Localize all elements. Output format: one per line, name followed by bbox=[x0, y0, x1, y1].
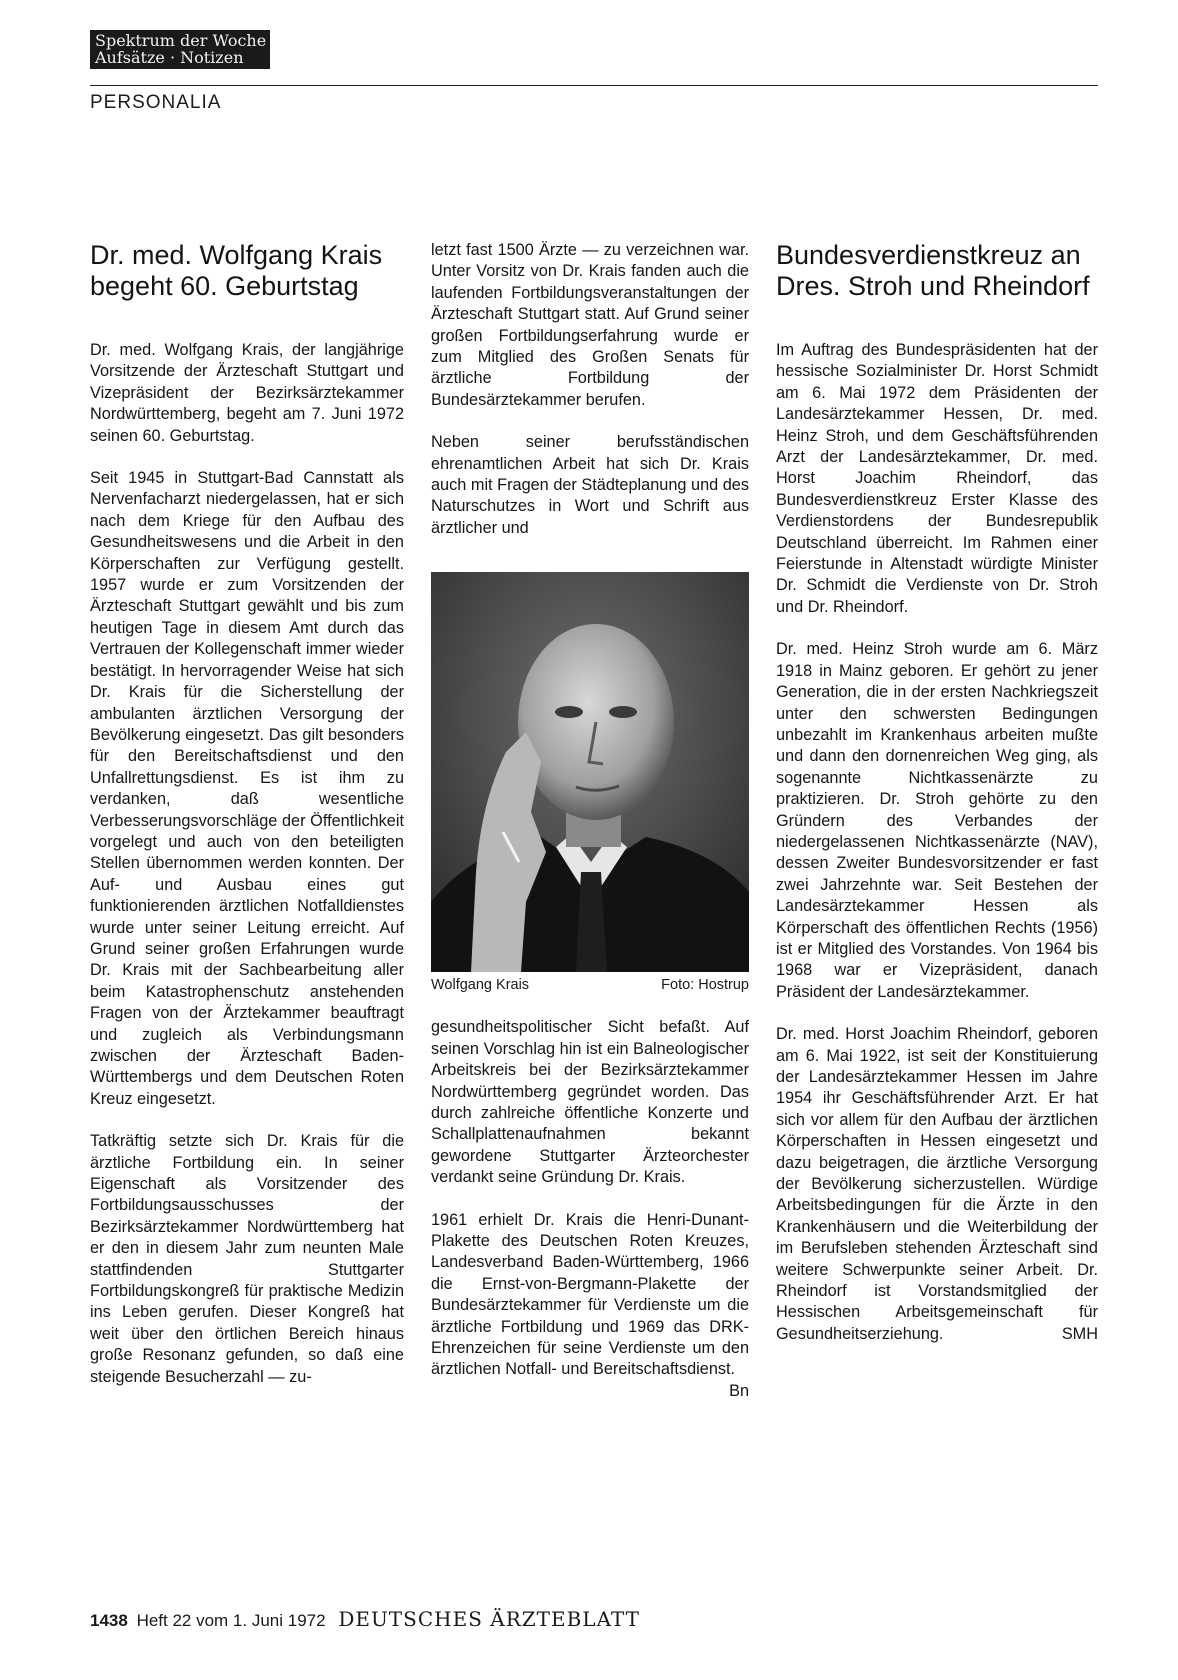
section-label: PERSONALIA bbox=[90, 92, 222, 113]
issue-info: Heft 22 vom 1. Juni 1972 bbox=[136, 1611, 326, 1630]
article-1-paragraph-4-end: gesundheitspolitischer Sicht befaßt. Auf seinen Vorschlag hin ist ein Balneologischer Arbeitskreis bei der Bezirksärztekammer Nordwürttemberg gegründet worden. Das durch zahlreiche öffentliche Konzerte und Schallplattenaufnahmen bekannt gewordene Stuttgarter Ärzteorchester verdankt seine Gründung Dr. Krais. bbox=[431, 1018, 749, 1187]
page-number: 1438 bbox=[90, 1611, 128, 1630]
masthead-line-1: Spektrum der Woche bbox=[95, 31, 267, 50]
portrait-figure bbox=[431, 572, 749, 993]
article-2-title-line-2: Dres. Stroh und Rheindorf bbox=[776, 271, 1090, 301]
photo-caption bbox=[431, 977, 749, 993]
article-1-title-line-1: Dr. med. Wolfgang Krais bbox=[90, 240, 383, 270]
article-2-paragraph-1: Im Auftrag des Bundespräsidenten hat der hessische Sozialminister Dr. Horst Schmidt am 6. Mai 1972 dem Präsidenten der Landesärztekammer Hessen, Dr. med. Heinz Stroh, und dem Geschäftsführenden Arzt der Landesärztekammer, Dr. med. Horst Joachim Rheindorf, das Bundesverdienstkreuz Erster Klasse des Verdienstordens der Bundesrepublik Deutschland überreicht. Im Rahmen einer Feierstunde in Altenstadt würdigte Minister Dr. Schmidt die Verdienste von Dr. Stroh und Dr. Rheindorf. bbox=[776, 341, 1098, 616]
caption-credit: Foto: Hostrup bbox=[661, 977, 749, 994]
article-1-headline bbox=[90, 240, 404, 302]
article-2-signature: SMH bbox=[1061, 1324, 1098, 1343]
article-2-paragraph-2: Dr. med. Heinz Stroh wurde am 6. März 1918 in Mainz geboren. Er gehört zu jener Generation, die in der ersten Nachkriegszeit unter den schwersten Bedingungen unbezahlt im Krankenhaus arbeiten mußte und dann den dornenreichen Weg ging, als sogenannte Nichtkassenärzte zu praktizieren. Dr. Stroh gehörte zu den Gründern des Verbandes der niedergelassenen Nichtkassenärzte (NAV), dessen Zweiter Bundesvorsitzender er fast zwei Jahrzehnte war. Seit Bestehen der Landesärztekammer Hessen als Körperschaft des öffentlichen Rechts (1956) ist er Mitglied des Vorstandes. Von 1964 bis 1968 war er Vizepräsident, danach Präsident der Landesärztekammer. bbox=[776, 640, 1098, 1001]
page-footer bbox=[90, 1607, 640, 1631]
article-1-paragraph-3-end: letzt fast 1500 Ärzte — zu verzeichnen war. Unter Vorsitz von Dr. Krais fanden auch die laufenden Fortbildungsveranstaltungen der Ärzteschaft Stuttgart statt. Auf Grund seiner großen Fortbildungserfahrung wurde er zum Mitglied des Großen Senats für ärztliche Fortbildung der Bundesärztekammer berufen. bbox=[431, 241, 749, 409]
article-1-paragraph-3-start: Tatkräftig setzte sich Dr. Krais für die ärztliche Fortbildung ein. In seiner Eigenschaft als Vorsitzender des Fortbildungsausschusses der Bezirksärztekammer Nordwürttemberg hat er den in diesem Jahr zum neunten Male stattfindenden Stuttgarter Fortbildungskongreß für praktische Medizin ins Leben gerufen. Dieser Kongreß hat weit über den örtlichen Bereich hinaus große Resonanz gefunden, so daß eine steigende Besucherzahl — zu- bbox=[90, 1132, 404, 1386]
article-1-title-line-2: begeht 60. Geburtstag bbox=[90, 271, 359, 301]
journal-title: DEUTSCHES ÄRZTEBLATT bbox=[338, 1607, 640, 1631]
column-2 bbox=[431, 240, 749, 1402]
column-1 bbox=[90, 240, 404, 1409]
article-1-paragraph-4-start: Neben seiner berufsständischen ehrenamtlichen Arbeit hat sich Dr. Krais auch mit Fragen der Städteplanung und des Naturschutzes in Wort und Schrift aus ärztlicher und bbox=[431, 433, 749, 537]
caption-name: Wolfgang Krais bbox=[431, 977, 530, 994]
article-2-title-line-1: Bundesverdienstkreuz an bbox=[776, 240, 1081, 270]
article-2-paragraph-3 bbox=[776, 1024, 1098, 1345]
article-1-paragraph-5-text: 1961 erhielt Dr. Krais die Henri-Dunant-Plakette des Deutschen Roten Kreuzes, Landesverband Baden-Württemberg, 1966 die Ernst-von-Bergmann-Plakette der Bundesärztekammer für Verdienste um die ärztliche Fortbildung und 1969 das DRK-Ehrenzeichen für seine Verdienste um den ärztlichen Notfall- und Bereitschaftsdienst. bbox=[431, 1210, 749, 1379]
article-2-paragraph-3-text: Dr. med. Horst Joachim Rheindorf, geboren am 6. Mai 1922, ist seit der Konstituierung der Landesärztekammer Hessen im Jahre 1954 ihr Geschäftsführender Arzt. Er hat sich vor allem für den Aufbau der ärztlichen Körperschaften in Hessen eingesetzt und dazu beigetragen, die ärztliche Versorgung der Bevölkerung sicherzustellen. Würdige Arbeitsbedingungen für die Ärzte in den Krankenhäusern und die Weiterbildung der im Berufsleben stehenden Ärzteschaft sind weitere Schwerpunkte seiner Arbeit. Dr. Rheindorf ist Vorstandsmitglied der Hessischen Arbeitsgemeinschaft für Gesundheitserziehung. bbox=[776, 1025, 1098, 1343]
article-1-paragraph-1: Dr. med. Wolfgang Krais, der langjährige Vorsitzende der Ärzteschaft Stuttgart und Vizepräsident der Bezirksärztekammer Nordwürttemberg, begeht am 7. Juni 1972 seinen 60. Geburtstag. bbox=[90, 341, 404, 445]
article-1-signature: Bn bbox=[729, 1381, 749, 1400]
article-1-paragraph-5 bbox=[431, 1210, 749, 1400]
article-1-paragraph-2: Seit 1945 in Stuttgart-Bad Cannstatt als Nervenfacharzt niedergelassen, hat er sich nach dem Kriege für den Aufbau des Gesundheitswesens und die Arbeit in den Körperschaften zur Verfügung gestellt. 1957 wurde er zum Vorsitzenden der Ärzteschaft Stuttgart gewählt und bis zum heutigen Tage in diesem Amt durch das Vertrauen der Kollegenschaft immer wieder bestätigt. In hervorragender Weise hat sich Dr. Krais für die Sicherstellung der ambulanten ärztlichen Versorgung der Bevölkerung eingesetzt. Das gilt besonders für den Bereitschaftsdienst und den Unfallrettungsdienst. Es ist ihm zu verdanken, daß wesentliche Verbesserungsvorschläge der Öffentlichkeit vorgelegt und auch von den beteiligten Stellen übernommen werden konnten. Der Auf- und Ausbau eines gut funktionierenden ärztlichen Notfalldienstes wurde unter seiner Leitung erreicht. Auf Grund seiner großen Erfahrungen wurde Dr. Krais mit der Sachbearbeitung aller beim Katastrophenschutz anstehenden Fragen von der Ärztekammer beauftragt und zugleich als Verbindungsmann zwischen der Ärzteschaft Baden-Württembergs und dem Deutschen Roten Kreuz eingesetzt. bbox=[90, 469, 404, 1108]
masthead bbox=[90, 30, 270, 69]
article-2-headline bbox=[776, 240, 1098, 302]
column-3 bbox=[776, 240, 1098, 1366]
masthead-line-2: Aufsätze · Notizen bbox=[95, 48, 244, 67]
portrait-photo bbox=[431, 572, 749, 972]
header-rule bbox=[90, 85, 1098, 86]
